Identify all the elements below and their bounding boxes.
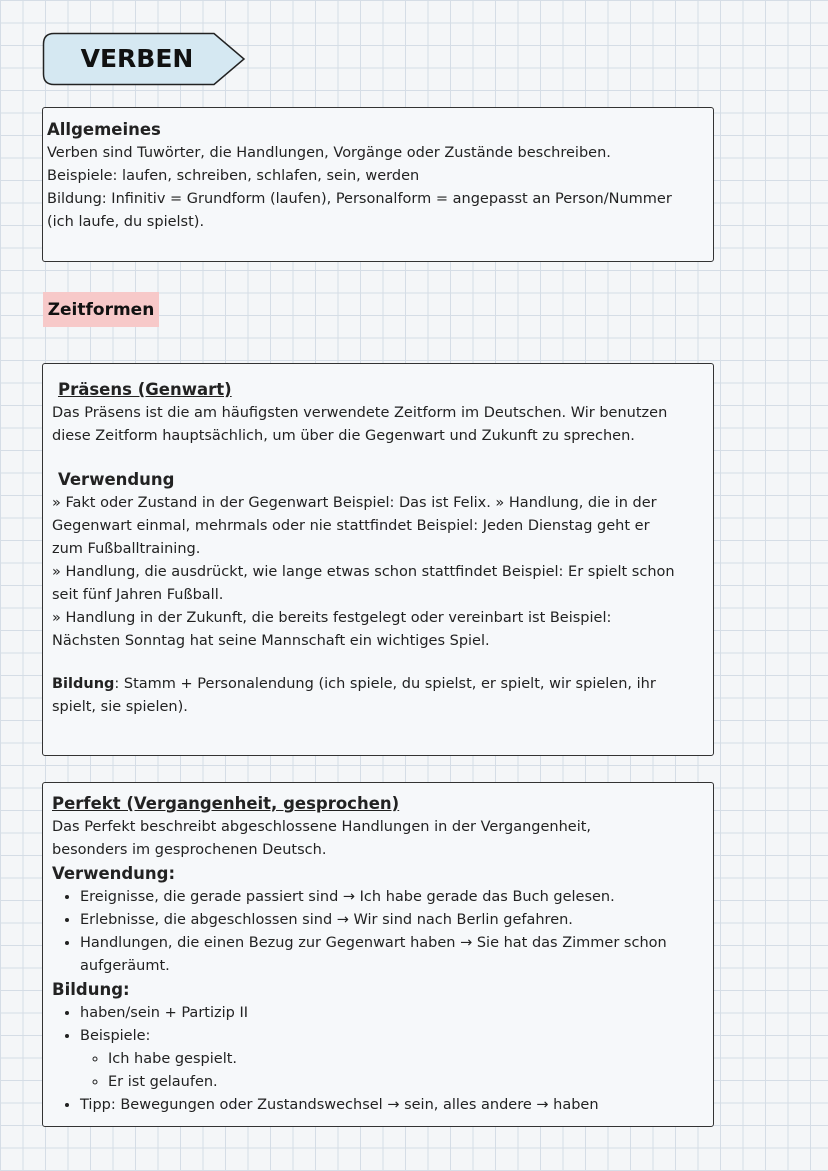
- perfekt-verwendung-heading: Verwendung:: [52, 864, 176, 883]
- list-item: • haben/sein + Partizip II: [80, 1002, 699, 1025]
- page-title: VERBEN: [80, 43, 194, 73]
- list-item: • Handlungen, die einen Bezug zur Gegenwart haben → Sie hat das Zimmer schon aufgeräumt.: [80, 932, 699, 978]
- praesens-verwendung-line: seit fünf Jahren Fußball.: [52, 587, 224, 603]
- praesens-intro-line: Das Präsens ist die am häufigsten verwendete Zeitform im Deutschen. Wir benutzen: [52, 405, 668, 421]
- list-item: ◦ Ich habe gespielt.: [108, 1048, 699, 1071]
- praesens-bildung-label: Bildung: [52, 676, 115, 692]
- perfekt-verwendung-list: [52, 886, 699, 978]
- list-item: • Tipp: Bewegungen oder Zustandswechsel → sein, alles andere → haben: [80, 1094, 699, 1117]
- zeitformen-badge: Zeitformen: [43, 292, 159, 327]
- allgemeines-heading: Allgemeines: [47, 120, 161, 139]
- praesens-verwendung-line: » Fakt oder Zustand in der Gegenwart Beispiel: Das ist Felix. » Handlung, die in der: [52, 495, 657, 511]
- praesens-bildung-line: [52, 673, 699, 696]
- perfekt-intro-line: besonders im gesprochenen Deutsch.: [52, 842, 327, 858]
- allgemeines-line: Verben sind Tuwörter, die Handlungen, Vorgänge oder Zustände beschreiben.: [47, 145, 611, 161]
- praesens-intro-line: diese Zeitform hauptsächlich, um über die Gegenwart und Zukunft zu sprechen.: [52, 428, 635, 444]
- praesens-verwendung-line: zum Fußballtraining.: [52, 541, 201, 557]
- allgemeines-line: Beispiele: laufen, schreiben, schlafen, sein, werden: [47, 168, 420, 184]
- perfekt-box: [42, 782, 714, 1127]
- allgemeines-box: [42, 107, 714, 262]
- allgemeines-line: (ich laufe, du spielst).: [47, 214, 205, 230]
- list-item: • Erlebnisse, die abgeschlossen sind → Wir sind nach Berlin gefahren.: [80, 909, 699, 932]
- praesens-verwendung-line: Gegenwart einmal, mehrmals oder nie stattfindet Beispiel: Jeden Dienstag geht er: [52, 518, 650, 534]
- perfekt-intro-line: Das Perfekt beschreibt abgeschlossene Handlungen in der Vergangenheit,: [52, 819, 592, 835]
- list-item: • Ereignisse, die gerade passiert sind → Ich habe gerade das Buch gelesen.: [80, 886, 699, 909]
- praesens-box: [42, 363, 714, 756]
- perfekt-bildung-list: [52, 1002, 699, 1117]
- allgemeines-line: Bildung: Infinitiv = Grundform (laufen), Personalform = angepasst an Person/Nummer: [47, 191, 672, 207]
- list-item: ◦ Er ist gelaufen.: [108, 1071, 699, 1094]
- beispiele-label: Beispiele:: [80, 1028, 151, 1044]
- perfekt-bildung-heading: Bildung:: [52, 980, 130, 999]
- praesens-bildung-text-2: spielt, sie spielen).: [52, 699, 188, 715]
- praesens-heading: Präsens (Genwart): [58, 380, 232, 399]
- list-item: [80, 1025, 699, 1094]
- praesens-verwendung-line: » Handlung, die ausdrückt, wie lange etwas schon stattfindet Beispiel: Er spielt schon: [52, 564, 675, 580]
- perfekt-heading: Perfekt (Vergangenheit, gesprochen): [52, 794, 400, 813]
- praesens-verwendung-heading: Verwendung: [58, 470, 175, 489]
- praesens-verwendung-line: » Handlung in der Zukunft, die bereits festgelegt oder vereinbart ist Beispiel:: [52, 610, 612, 626]
- praesens-bildung-text: : Stamm + Personalendung (ich spiele, du spielst, er spielt, wir spielen, ihr: [114, 676, 656, 692]
- praesens-verwendung-line: Nächsten Sonntag hat seine Mannschaft ein wichtiges Spiel.: [52, 633, 490, 649]
- beispiele-list: [80, 1048, 699, 1094]
